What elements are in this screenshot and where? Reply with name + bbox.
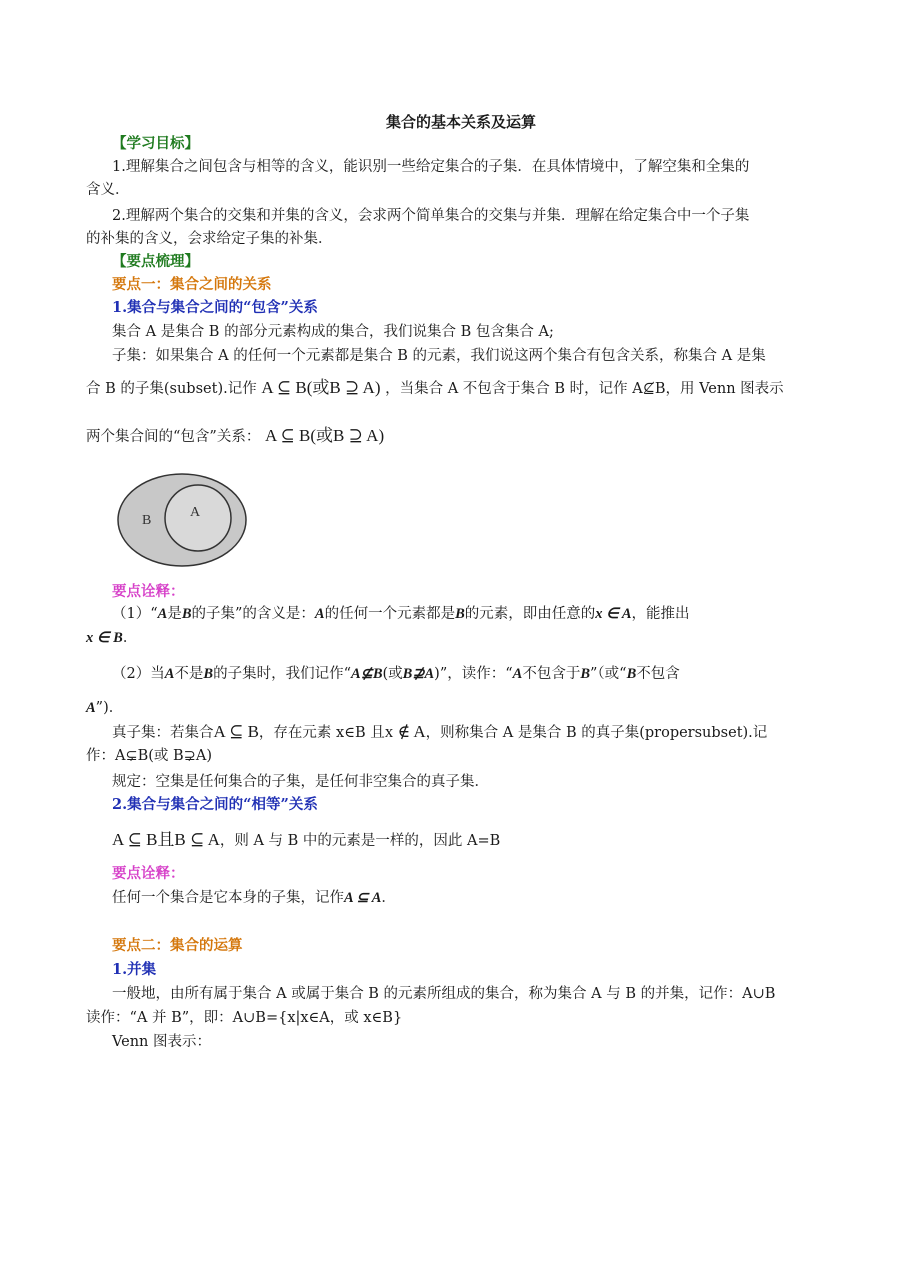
text: ．	[381, 890, 396, 906]
math-var: B	[580, 666, 590, 682]
math-expr: A ⊆ B	[213, 722, 259, 741]
paragraph-6: 作：A⊊B(或 B⊋A)	[86, 748, 212, 764]
paragraph-1: 集合 A 是集合 B 的部分元素构成的集合，我们说集合 B 包含集合 A;	[112, 324, 554, 340]
text: (或	[382, 666, 403, 682]
subsection-2-heading: 2.集合与集合之间的“相等”关系	[112, 796, 318, 813]
goal-2-line-1: 2.理解两个集合的交集和并集的含义，会求两个简单集合的交集与并集．理解在给定集合中一个子集	[112, 208, 750, 224]
math-var: A	[157, 606, 168, 622]
subset-notation: A ⊆ B(或B ⊇ A)	[261, 378, 381, 397]
paragraph-4	[86, 426, 384, 447]
math-var: A	[86, 700, 96, 716]
point-1-heading: 要点一：集合之间的关系	[112, 276, 272, 293]
paragraph-10: 一般地，由所有属于集合 A 或属于集合 B 的元素所组成的集合，称为集合 A 与 B 的并集，记作：A∪B	[112, 986, 776, 1002]
paragraph-3-text-b: ，当集合 A 不包含于集合 B 时，记作 A⊈B，用 Venn 图表示	[385, 381, 784, 397]
text: 不包含于	[522, 666, 581, 682]
text: ”（或“	[590, 666, 627, 682]
math-var: A	[164, 666, 175, 682]
page-title: 集合的基本关系及运算	[386, 113, 537, 131]
subsection-3-heading: 1.并集	[112, 961, 157, 978]
text: 的任何一个元素都是	[324, 606, 456, 622]
point-2-heading: 要点二：集合的运算	[112, 937, 243, 954]
goal-1-line-2: 含义．	[86, 182, 130, 198]
text: （2）当	[112, 666, 165, 682]
venn-label-a: A	[190, 505, 201, 520]
math-var: B	[455, 606, 465, 622]
math-expr: B⊉A	[402, 666, 435, 682]
subset-notation-2: A ⊆ B(或B ⊇ A)	[264, 426, 385, 445]
note-1-line-1	[112, 604, 690, 624]
paragraph-12: Venn 图表示：	[112, 1034, 212, 1050]
paragraph-11: 读作：“A 并 B”，即：A∪B={x|x∈A，或 x∈B}	[86, 1010, 403, 1026]
text: 的子集时，我们记作“	[213, 666, 351, 682]
section-goals-heading: 【学习目标】	[112, 135, 199, 152]
goal-2-line-2: 的补集的含义，会求给定子集的补集．	[86, 231, 333, 247]
text: （1）“	[112, 606, 158, 622]
math-expr: A⊈B	[351, 666, 383, 682]
text: ，则 A 与 B 中的元素是一样的，因此 A=B	[219, 833, 501, 849]
math-expr: x ∉ A	[384, 722, 426, 741]
venn-label-b: B	[142, 513, 152, 528]
math-var: B	[181, 606, 192, 622]
note-2-line-1	[112, 664, 680, 684]
paragraph-9	[112, 888, 396, 908]
venn-diagram-subset	[112, 468, 252, 572]
text: 不包含	[636, 666, 680, 682]
text: 是	[167, 606, 182, 622]
paragraph-5	[112, 722, 767, 743]
section-points-heading: 【要点梳理】	[112, 253, 199, 270]
math-var: B	[626, 666, 637, 682]
paragraph-3	[86, 378, 784, 399]
goal-1-line-1: 1.理解集合之间包含与相等的含义，能识别一些给定集合的子集．在具体情境中，了解空集和全集的	[112, 159, 750, 175]
text: ．	[122, 630, 138, 646]
paragraph-8	[112, 830, 500, 851]
text: )”，读作：“	[434, 666, 513, 682]
note-1-heading: 要点诠释：	[112, 583, 185, 600]
text: ，则称集合 A 是集合 B 的真子集(propersubset).记	[425, 725, 768, 741]
text: ，存在元素 x∈B 且	[258, 725, 385, 741]
paragraph-2: 子集：如果集合 A 的任何一个元素都是集合 B 的元素，我们说这两个集合有包含关系，称集合 A 是集	[112, 348, 766, 364]
text: 的元素，即由任意的	[464, 606, 596, 622]
subsection-1-heading: 1.集合与集合之间的“包含”关系	[112, 299, 318, 316]
math-expr: x ∈ A	[595, 606, 632, 622]
text: ，能推出	[631, 606, 690, 622]
text: 的子集”的含义是：	[191, 606, 315, 622]
note-2-heading: 要点诠释：	[112, 865, 185, 882]
math-var: A	[512, 666, 523, 682]
note-2-line-2	[86, 698, 123, 718]
text: 任何一个集合是它本身的子集，记作	[112, 890, 344, 906]
note-1-line-2	[86, 628, 137, 648]
text: 不是	[174, 666, 204, 682]
equality-notation: A ⊆ B且B ⊆ A	[112, 830, 220, 849]
math-var: A	[314, 606, 325, 622]
paragraph-3-text-a: 合 B 的子集(subset).记作	[86, 381, 257, 397]
paragraph-7: 规定：空集是任何集合的子集，是任何非空集合的真子集．	[112, 774, 489, 790]
math-expr: x ∈ B	[86, 630, 123, 646]
math-expr: A ⊆ A	[344, 890, 382, 906]
text: ”)．	[95, 700, 124, 716]
math-var: B	[203, 666, 214, 682]
text: 真子集：若集合	[112, 725, 214, 741]
paragraph-4-text: 两个集合间的“包含”关系：	[86, 429, 261, 445]
